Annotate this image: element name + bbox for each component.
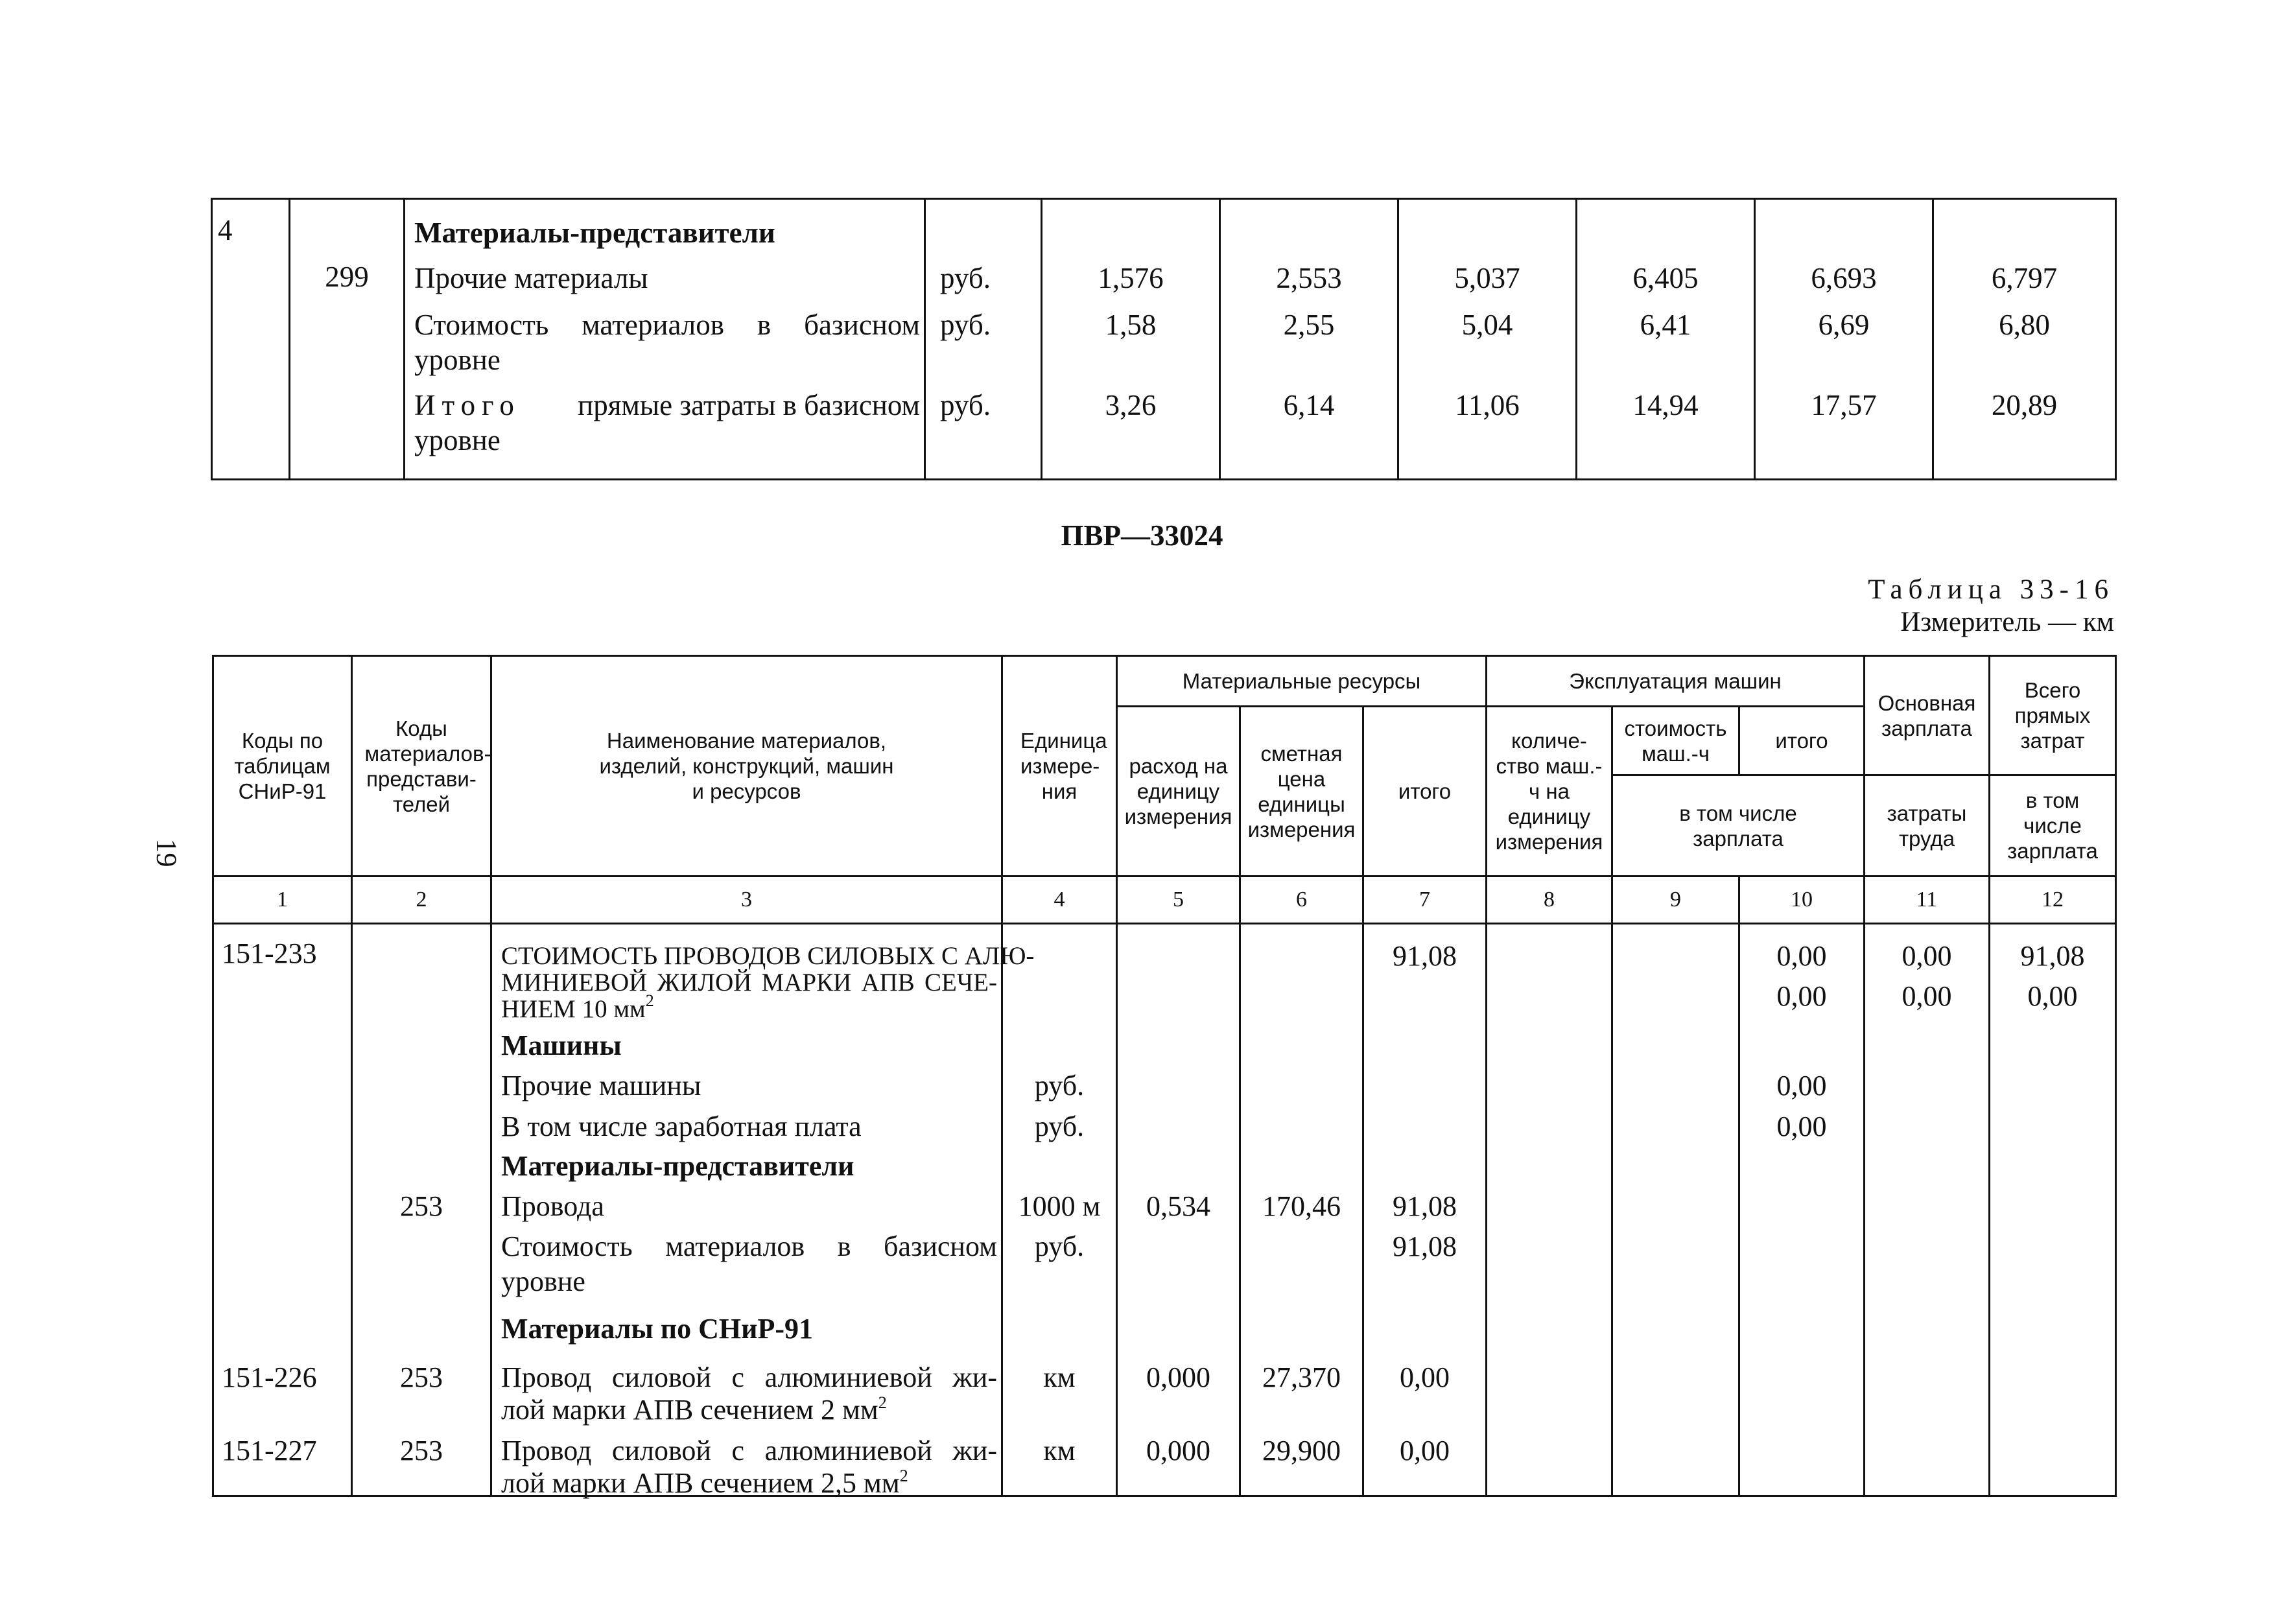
header-total-direct: Всего прямых затрат xyxy=(1990,656,2116,775)
price-column xyxy=(1240,924,1363,1496)
column-number: 9 xyxy=(1612,877,1739,924)
material-total: 91,08 xyxy=(1393,1190,1457,1222)
value: 2,55 xyxy=(1283,309,1335,341)
unit: руб. xyxy=(940,262,991,294)
row-name: Провод силовой с алюминиевой жи- xyxy=(501,1435,997,1466)
column-number: 7 xyxy=(1363,877,1487,924)
header-name: Наименование материалов, изделий, конструкций, машин и ресурсов xyxy=(491,656,1002,877)
row-name: В том числе заработная плата xyxy=(501,1111,862,1142)
table-code: 151-226 xyxy=(222,1361,317,1393)
rep-code: 253 xyxy=(400,1361,443,1393)
material-total: 0,00 xyxy=(1400,1361,1450,1393)
document-title: ПВР—33024 xyxy=(1061,519,1223,552)
header-including-wages: в том числе зарплата xyxy=(1612,775,1865,877)
table-code: 151-233 xyxy=(222,937,317,969)
machine-wages: 0,00 xyxy=(1776,1111,1827,1142)
rate: 0,000 xyxy=(1146,1361,1210,1393)
unit: км xyxy=(1043,1361,1076,1393)
unit: руб. xyxy=(940,309,991,341)
unit: руб. xyxy=(1034,1070,1085,1101)
machines-heading: Машины xyxy=(501,1030,622,1061)
section-code-cell xyxy=(212,199,290,480)
unit: 1000 м xyxy=(1018,1190,1101,1222)
value-column xyxy=(1577,199,1755,480)
rep-code-cell xyxy=(290,199,405,480)
main-item-title: МИНИЕВОЙ ЖИЛОЙ МАРКИ АПВ СЕЧЕ- xyxy=(501,969,997,996)
header-base-wages: Основная зарплата xyxy=(1865,656,1990,775)
row-name: Прочие материалы xyxy=(414,262,648,294)
total-direct-column xyxy=(1990,924,2116,1496)
row-name: лой марки АПВ сечением 2 $мм^2$ xyxy=(501,1393,887,1426)
column-number: 8 xyxy=(1487,877,1612,924)
value: 1,576 xyxy=(1098,262,1164,294)
value: 14,94 xyxy=(1632,389,1699,421)
row-name: прямые затраты в базисном xyxy=(578,389,920,421)
header-machine-hours: количе-ство маш.-ч на единицу измерения xyxy=(1487,707,1612,877)
value: 6,405 xyxy=(1632,262,1699,294)
column-number: 3 xyxy=(491,877,1002,924)
rep-code: 253 xyxy=(400,1435,443,1466)
unit-price: 29,900 xyxy=(1262,1435,1341,1466)
value: 2,553 xyxy=(1276,262,1342,294)
main-item-title: СТОИМОСТЬ ПРОВОДОВ СИЛОВЫХ С АЛЮ- xyxy=(501,942,1035,970)
header-including-wages-total: в том числе зарплата xyxy=(1990,775,2116,877)
column-number: 11 xyxy=(1865,877,1990,924)
table-label: Таблица 33-16 xyxy=(1868,574,2114,605)
row-name: Прочие машины xyxy=(501,1070,701,1101)
resources-table xyxy=(212,655,2117,1497)
material-total-column xyxy=(1363,924,1487,1496)
materials-heading: Материалы-представители xyxy=(414,217,775,249)
total-wages: 0,00 xyxy=(2027,980,2078,1012)
base-wages-column xyxy=(1865,924,1990,1496)
value: 1,58 xyxy=(1105,309,1157,341)
material-total: 91,08 xyxy=(1393,940,1457,972)
row-name: уровне xyxy=(414,424,500,456)
column-number: 2 xyxy=(352,877,491,924)
unit-price: 170,46 xyxy=(1262,1190,1341,1222)
header-unit-price: сметная цена единицы измерения xyxy=(1240,707,1363,877)
unit: км xyxy=(1043,1435,1076,1466)
unit-cell xyxy=(925,199,1042,480)
table-body-row xyxy=(213,924,2116,1496)
value: 3,26 xyxy=(1105,389,1157,421)
rate: 0,534 xyxy=(1146,1190,1210,1222)
unit-price: 27,370 xyxy=(1262,1361,1341,1393)
value-column xyxy=(1755,199,1933,480)
section-code: 4 xyxy=(218,214,233,246)
value: 17,57 xyxy=(1811,389,1877,421)
row-name: Провод силовой с алюминиевой жи- xyxy=(501,1361,997,1393)
column-number: 4 xyxy=(1002,877,1117,924)
unit: руб. xyxy=(1034,1111,1085,1142)
labor-costs: 0,00 xyxy=(1901,980,1952,1012)
reps-heading: Материалы-представители xyxy=(501,1150,854,1182)
value: 6,69 xyxy=(1818,309,1870,341)
value: 6,797 xyxy=(1991,262,2058,294)
unit: руб. xyxy=(1034,1230,1085,1262)
column-number: 5 xyxy=(1117,877,1240,924)
snir-heading: Материалы по СНиР-91 xyxy=(501,1313,814,1345)
header-material-total: итого xyxy=(1363,707,1487,877)
value: 11,06 xyxy=(1455,389,1520,421)
table-code: 151-227 xyxy=(222,1435,317,1466)
row-name: Стоимость материалов в базисном xyxy=(501,1230,997,1262)
row-name: уровне xyxy=(414,344,500,376)
header-rep-codes: Коды материалов-представи-телей xyxy=(352,656,491,877)
value: 6,14 xyxy=(1283,389,1335,421)
value-column xyxy=(1933,199,2116,480)
value: 6,80 xyxy=(1999,309,2050,341)
value: 6,41 xyxy=(1640,309,1691,341)
rep-code: 299 xyxy=(325,261,369,293)
row-name: Провода xyxy=(501,1190,604,1222)
value: 5,04 xyxy=(1461,309,1513,341)
value: 20,89 xyxy=(1991,389,2058,421)
header-table-codes: Коды по таблицам СНиР-91 xyxy=(213,656,352,877)
header-machine-operation: Эксплуатация машин xyxy=(1487,656,1865,707)
machine-hours-column xyxy=(1487,924,1612,1496)
column-number: 10 xyxy=(1739,877,1865,924)
value: 6,693 xyxy=(1811,262,1877,294)
page-number: 19 xyxy=(150,838,183,867)
rate: 0,000 xyxy=(1146,1435,1210,1466)
row-name: лой марки АПВ сечением 2,5 $мм^2$ xyxy=(501,1466,908,1499)
header-material-resources: Материальные ресурсы xyxy=(1117,656,1487,707)
column-number: 1 xyxy=(213,877,352,924)
row-name: уровне xyxy=(501,1265,585,1297)
column-numbers-row xyxy=(213,877,2116,924)
material-total: 0,00 xyxy=(1400,1435,1450,1466)
header-machine-hour-cost: стоимость маш.-ч xyxy=(1612,707,1739,775)
machine-hour-cost-column xyxy=(1612,924,1739,1496)
base-wages: 0,00 xyxy=(1901,940,1952,972)
continuation-table xyxy=(211,198,2117,480)
machine-total-column xyxy=(1739,924,1865,1496)
rate-column xyxy=(1117,924,1240,1496)
unit: руб. xyxy=(940,389,991,421)
main-item-title: НИЕМ 10 $мм^2$ xyxy=(501,991,654,1023)
value-column xyxy=(1220,199,1398,480)
unit-column xyxy=(1002,924,1117,1496)
total-direct: 91,08 xyxy=(2020,940,2085,972)
codes-column xyxy=(213,924,352,1496)
column-number: 12 xyxy=(1990,877,2116,924)
row-name: Стоимость материалов в базисном xyxy=(414,309,920,341)
name-cell xyxy=(405,199,925,480)
column-number: 6 xyxy=(1240,877,1363,924)
measure-unit-label: Измеритель — км xyxy=(1900,607,2114,637)
names-column xyxy=(491,924,1035,1499)
material-total: 91,08 xyxy=(1393,1230,1457,1262)
header-machine-total: итого xyxy=(1739,707,1865,775)
machine-wages: 0,00 xyxy=(1776,980,1827,1012)
total-label: Итого xyxy=(414,389,521,421)
value-column xyxy=(1042,199,1220,480)
value: 5,037 xyxy=(1454,262,1520,294)
machine-total: 0,00 xyxy=(1776,940,1827,972)
rep-code: 253 xyxy=(400,1190,443,1222)
value-column xyxy=(1398,199,1577,480)
header-labor-costs: затраты труда xyxy=(1865,775,1990,877)
machine-total: 0,00 xyxy=(1776,1070,1827,1101)
header-unit: Единица измере-ния xyxy=(1002,656,1117,877)
rep-codes-column xyxy=(352,924,491,1496)
header-rate: расход на единицу измерения xyxy=(1117,707,1240,877)
